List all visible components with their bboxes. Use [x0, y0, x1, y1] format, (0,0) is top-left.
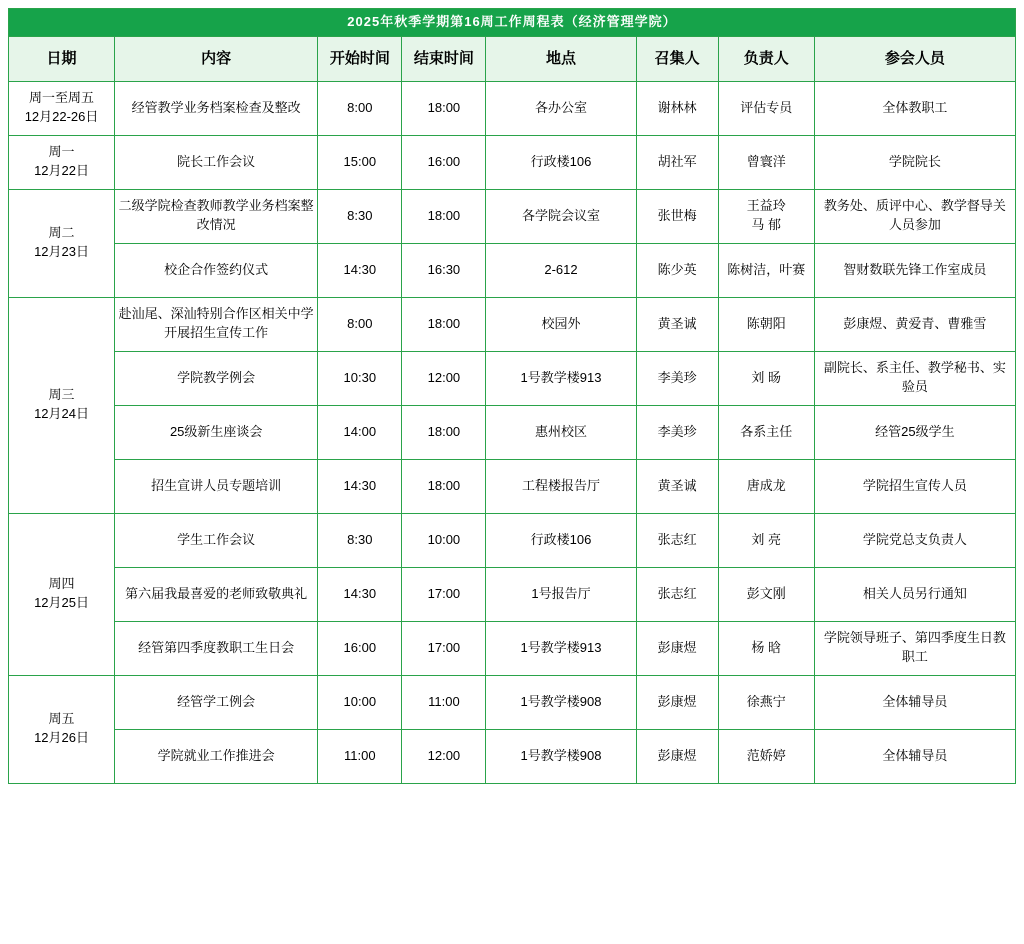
cell-content: 学生工作会议	[115, 513, 318, 567]
cell-attendees: 教务处、质评中心、教学督导关人员参加	[814, 189, 1015, 243]
cell-content: 经管学工例会	[115, 675, 318, 729]
cell-end-time: 18:00	[402, 81, 486, 135]
cell-owner: 陈朝阳	[718, 297, 814, 351]
cell-start-time: 8:30	[318, 513, 402, 567]
table-row	[9, 567, 1016, 621]
cell-date	[9, 135, 115, 189]
cell-end-time: 16:30	[402, 243, 486, 297]
cell-owner: 彭文刚	[718, 567, 814, 621]
column-header-attendees: 参会人员	[814, 36, 1015, 81]
cell-attendees: 彭康煜、黄爱青、曹雅雪	[814, 297, 1015, 351]
cell-end-time: 16:00	[402, 135, 486, 189]
cell-caller: 陈少英	[636, 243, 718, 297]
cell-place: 1号教学楼913	[486, 621, 636, 675]
cell-content: 二级学院检查教师教学业务档案整改情况	[115, 189, 318, 243]
table-row	[9, 621, 1016, 675]
page-title: 2025年秋季学期第16周工作周程表（经济管理学院）	[9, 9, 1016, 37]
cell-caller: 谢林林	[636, 81, 718, 135]
cell-attendees: 学院党总支负责人	[814, 513, 1015, 567]
cell-place: 各学院会议室	[486, 189, 636, 243]
cell-place: 校园外	[486, 297, 636, 351]
cell-start-time: 11:00	[318, 729, 402, 783]
cell-attendees: 全体辅导员	[814, 729, 1015, 783]
cell-attendees: 学院院长	[814, 135, 1015, 189]
date-line-1: 周一至周五	[29, 90, 95, 106]
cell-end-time: 18:00	[402, 405, 486, 459]
cell-content: 第六届我最喜爱的老师致敬典礼	[115, 567, 318, 621]
cell-owner: 刘 亮	[718, 513, 814, 567]
column-header-caller: 召集人	[636, 36, 718, 81]
cell-place: 行政楼106	[486, 513, 636, 567]
table-row	[9, 297, 1016, 351]
cell-end-time: 11:00	[402, 675, 486, 729]
table-row	[9, 459, 1016, 513]
cell-start-time: 8:30	[318, 189, 402, 243]
cell-place: 惠州校区	[486, 405, 636, 459]
cell-place: 1号教学楼908	[486, 675, 636, 729]
cell-end-time: 17:00	[402, 567, 486, 621]
cell-date	[9, 675, 115, 783]
cell-start-time: 10:30	[318, 351, 402, 405]
cell-attendees: 智财数联先锋工作室成员	[814, 243, 1015, 297]
column-header-owner: 负责人	[718, 36, 814, 81]
cell-content: 经管第四季度教职工生日会	[115, 621, 318, 675]
column-header-place: 地点	[486, 36, 636, 81]
date-line-1: 周三	[48, 387, 75, 403]
date-line-1: 周四	[48, 576, 75, 592]
cell-content: 学院教学例会	[115, 351, 318, 405]
cell-end-time: 17:00	[402, 621, 486, 675]
cell-caller: 黄圣诚	[636, 297, 718, 351]
cell-attendees: 全体辅导员	[814, 675, 1015, 729]
table-row	[9, 135, 1016, 189]
cell-content: 25级新生座谈会	[115, 405, 318, 459]
cell-date	[9, 189, 115, 297]
cell-content: 赴汕尾、深汕特别合作区相关中学开展招生宣传工作	[115, 297, 318, 351]
schedule-body	[9, 81, 1016, 783]
cell-caller: 黄圣诚	[636, 459, 718, 513]
date-line-1: 周五	[48, 711, 75, 727]
cell-end-time: 12:00	[402, 729, 486, 783]
cell-attendees: 学院领导班子、第四季度生日教职工	[814, 621, 1015, 675]
cell-attendees: 学院招生宣传人员	[814, 459, 1015, 513]
table-column-headers	[9, 36, 1016, 81]
cell-place: 1号教学楼908	[486, 729, 636, 783]
cell-date	[9, 513, 115, 675]
cell-caller: 彭康煜	[636, 621, 718, 675]
cell-end-time: 18:00	[402, 459, 486, 513]
column-header-end-time: 结束时间	[402, 36, 486, 81]
cell-owner: 杨 晗	[718, 621, 814, 675]
cell-content: 经管教学业务档案检查及整改	[115, 81, 318, 135]
cell-caller: 张志红	[636, 567, 718, 621]
cell-place: 行政楼106	[486, 135, 636, 189]
cell-caller: 张志红	[636, 513, 718, 567]
cell-content: 校企合作签约仪式	[115, 243, 318, 297]
cell-end-time: 10:00	[402, 513, 486, 567]
date-line-2: 12月24日	[34, 406, 89, 422]
date-line-2: 12月25日	[34, 595, 89, 611]
cell-start-time: 15:00	[318, 135, 402, 189]
cell-date	[9, 297, 115, 513]
table-row	[9, 243, 1016, 297]
cell-caller: 胡社军	[636, 135, 718, 189]
cell-caller: 彭康煜	[636, 729, 718, 783]
table-row	[9, 675, 1016, 729]
cell-owner: 王益玲 马 郁	[718, 189, 814, 243]
cell-place: 1号报告厅	[486, 567, 636, 621]
cell-start-time: 16:00	[318, 621, 402, 675]
cell-start-time: 14:30	[318, 459, 402, 513]
cell-place: 1号教学楼913	[486, 351, 636, 405]
cell-owner: 范娇婷	[718, 729, 814, 783]
cell-owner: 曾寰洋	[718, 135, 814, 189]
table-row	[9, 189, 1016, 243]
cell-end-time: 12:00	[402, 351, 486, 405]
cell-caller: 李美珍	[636, 405, 718, 459]
cell-start-time: 10:00	[318, 675, 402, 729]
cell-caller: 张世梅	[636, 189, 718, 243]
date-line-1: 周二	[48, 225, 75, 241]
cell-attendees: 经管25级学生	[814, 405, 1015, 459]
date-line-2: 12月22-26日	[24, 109, 99, 125]
cell-caller: 彭康煜	[636, 675, 718, 729]
cell-place: 工程楼报告厅	[486, 459, 636, 513]
date-line-2: 12月23日	[34, 244, 89, 260]
table-row	[9, 405, 1016, 459]
cell-content: 招生宣讲人员专题培训	[115, 459, 318, 513]
cell-owner: 陈树洁，叶赛	[718, 243, 814, 297]
cell-owner: 徐燕宁	[718, 675, 814, 729]
cell-end-time: 18:00	[402, 189, 486, 243]
table-row	[9, 513, 1016, 567]
cell-start-time: 14:30	[318, 567, 402, 621]
table-row	[9, 351, 1016, 405]
cell-start-time: 8:00	[318, 81, 402, 135]
cell-date	[9, 81, 115, 135]
cell-content: 学院就业工作推进会	[115, 729, 318, 783]
cell-owner: 刘 旸	[718, 351, 814, 405]
cell-place: 2-612	[486, 243, 636, 297]
cell-attendees: 全体教职工	[814, 81, 1015, 135]
cell-end-time: 18:00	[402, 297, 486, 351]
table-title-row	[9, 9, 1016, 37]
table-row	[9, 81, 1016, 135]
date-line-1: 周一	[48, 144, 75, 160]
weekly-schedule-table	[8, 8, 1016, 784]
cell-caller: 李美珍	[636, 351, 718, 405]
column-header-start-time: 开始时间	[318, 36, 402, 81]
date-line-2: 12月22日	[34, 163, 89, 179]
cell-attendees: 副院长、系主任、教学秘书、实验员	[814, 351, 1015, 405]
cell-owner: 各系主任	[718, 405, 814, 459]
cell-owner: 唐成龙	[718, 459, 814, 513]
cell-place: 各办公室	[486, 81, 636, 135]
cell-start-time: 8:00	[318, 297, 402, 351]
date-line-2: 12月26日	[34, 730, 89, 746]
table-row	[9, 729, 1016, 783]
cell-start-time: 14:30	[318, 243, 402, 297]
column-header-content: 内容	[115, 36, 318, 81]
cell-content: 院长工作会议	[115, 135, 318, 189]
cell-start-time: 14:00	[318, 405, 402, 459]
cell-owner: 评估专员	[718, 81, 814, 135]
column-header-date: 日期	[9, 36, 115, 81]
cell-attendees: 相关人员另行通知	[814, 567, 1015, 621]
